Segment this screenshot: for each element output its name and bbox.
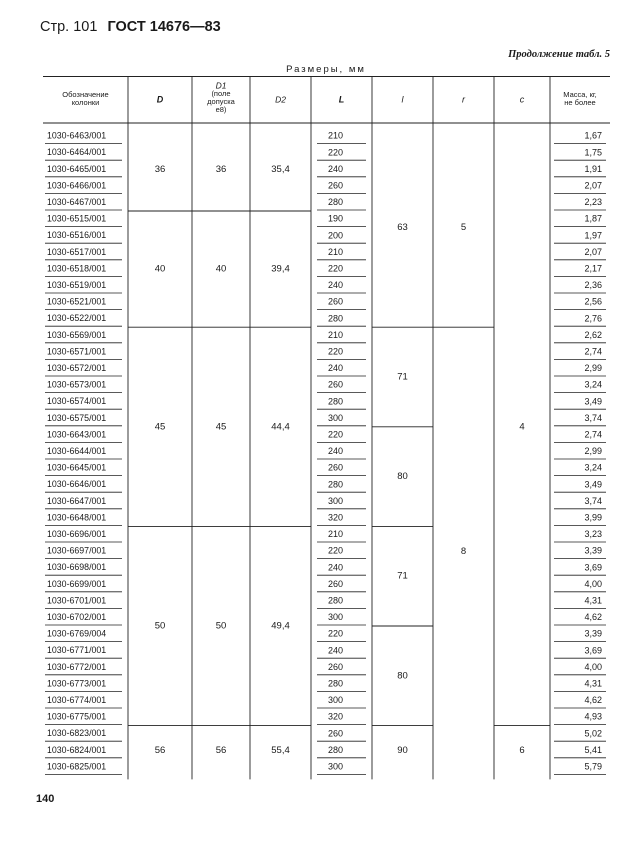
table-row-designation: 1030-6515/001	[47, 213, 107, 224]
table-row-designation: 1030-6648/001	[47, 512, 107, 523]
group-D1-value: 45	[215, 421, 227, 433]
header-D1-label: e8)	[215, 104, 227, 114]
table-row-designation: 1030-6771/001	[47, 645, 107, 656]
table-row-designation: 1030-6697/001	[47, 545, 107, 556]
group-l-value: 80	[397, 670, 408, 682]
table-row-designation: 1030-6569/001	[47, 329, 107, 340]
table-row-L: 220	[327, 147, 344, 158]
table-row-mass: 2,76	[584, 313, 602, 324]
table-caption: Размеры, мм	[286, 64, 366, 75]
table-row-L: 220	[327, 263, 344, 274]
table-row-mass: 4,93	[584, 711, 602, 722]
table-row-mass: 3,69	[584, 562, 602, 573]
table-row-designation: 1030-6571/001	[47, 346, 107, 357]
table-row-mass: 3,24	[584, 462, 602, 473]
table-row-mass: 3,39	[584, 628, 602, 639]
table-row-mass: 2,74	[584, 346, 602, 357]
table-row-designation: 1030-6699/001	[47, 578, 107, 589]
table-row-mass: 5,02	[584, 728, 602, 739]
table-row-mass: 3,39	[584, 545, 602, 556]
table-row-designation: 1030-6521/001	[47, 296, 107, 307]
table-row-designation: 1030-6772/001	[47, 661, 107, 672]
table-row-L: 240	[327, 446, 344, 457]
table-row-designation: 1030-6464/001	[47, 147, 107, 158]
group-D2-value: 39,4	[271, 263, 290, 275]
table-row-L: 210	[327, 130, 344, 141]
table-row-mass: 1,87	[584, 213, 602, 224]
table-row-designation: 1030-6572/001	[47, 363, 107, 374]
table-row-L: 300	[327, 412, 344, 423]
table-row-designation: 1030-6463/001	[47, 130, 107, 141]
group-D-value: 50	[154, 620, 166, 632]
table-row-designation: 1030-6644/001	[47, 446, 107, 457]
group-l-value: 71	[397, 371, 408, 383]
table-row-L: 300	[327, 761, 344, 772]
table-row-L: 260	[327, 180, 344, 191]
table-row-designation: 1030-6574/001	[47, 396, 107, 407]
group-D2-value: 55,4	[271, 745, 290, 757]
table-row-designation: 1030-6465/001	[47, 163, 107, 174]
table-row-designation: 1030-6645/001	[47, 462, 107, 473]
group-D1-value: 50	[215, 620, 227, 632]
table-row-designation: 1030-6516/001	[47, 230, 107, 241]
table-row-L: 260	[327, 728, 344, 739]
table-row-L: 240	[327, 280, 344, 291]
header-c-label: c	[519, 94, 525, 105]
table-row-L: 260	[327, 296, 344, 307]
table-row-L: 200	[327, 230, 344, 241]
table-row-designation: 1030-6466/001	[47, 180, 107, 191]
table-row-mass: 4,00	[584, 578, 602, 589]
standard-number: ГОСТ 14676—83	[107, 19, 221, 35]
table-row-mass: 2,07	[584, 180, 602, 191]
table-row-mass: 3,23	[584, 529, 602, 540]
table-row-L: 280	[327, 396, 344, 407]
table-row-L: 260	[327, 661, 344, 672]
group-r-value: 8	[460, 545, 467, 557]
group-l-value: 90	[397, 745, 408, 757]
table-row-designation: 1030-6467/001	[47, 197, 107, 208]
table-row-mass: 1,67	[584, 130, 602, 141]
table-row-mass: 3,74	[584, 495, 602, 506]
table-row-mass: 2,17	[584, 263, 602, 274]
table-row-L: 280	[327, 197, 344, 208]
group-D1-value: 56	[215, 745, 227, 757]
group-l-value: 80	[397, 471, 408, 483]
group-D1-value: 36	[215, 164, 227, 176]
table-row-L: 240	[327, 645, 344, 656]
table-row-L: 280	[327, 595, 344, 606]
group-D-value: 45	[154, 421, 166, 433]
table-row-mass: 2,07	[584, 246, 602, 257]
table-row-mass: 1,75	[584, 147, 602, 158]
table-row-L: 220	[327, 429, 344, 440]
table-row-mass: 4,62	[584, 695, 602, 706]
header-designation-label: Обозначение	[62, 89, 109, 99]
header-mass-label: не более	[564, 97, 596, 107]
table-row-designation: 1030-6698/001	[47, 562, 107, 573]
table-row-L: 300	[327, 495, 344, 506]
table-row-mass: 5,79	[584, 761, 602, 772]
table-row-mass: 3,99	[584, 512, 602, 523]
table-row-designation: 1030-6517/001	[47, 246, 107, 257]
table-row-designation: 1030-6773/001	[47, 678, 107, 689]
table-row-mass: 2,62	[584, 329, 602, 340]
header-mass-label: Масса, кг,	[563, 89, 597, 99]
group-r-value: 5	[460, 222, 467, 234]
table-row-designation: 1030-6701/001	[47, 595, 107, 606]
group-c-value: 4	[519, 421, 525, 433]
header-D1-label: D1	[215, 80, 227, 91]
table-row-designation: 1030-6647/001	[47, 495, 107, 506]
header-designation-label: колонки	[71, 97, 100, 107]
table-row-L: 260	[327, 379, 344, 390]
table-row-mass: 2,99	[584, 363, 602, 374]
table-row-mass: 2,56	[584, 296, 602, 307]
page-number: 140	[36, 793, 55, 805]
table-row-mass: 4,00	[584, 661, 602, 672]
table-row-designation: 1030-6573/001	[47, 379, 107, 390]
table-row-designation: 1030-6769/004	[47, 628, 107, 639]
table-row-mass: 4,62	[584, 612, 602, 623]
table-row-mass: 3,49	[584, 396, 602, 407]
table-row-mass: 2,74	[584, 429, 602, 440]
table-row-L: 300	[327, 612, 344, 623]
group-D1-value: 40	[215, 263, 227, 275]
table-row-mass: 3,49	[584, 479, 602, 490]
table-row-L: 190	[327, 213, 344, 224]
table-row-mass: 1,97	[584, 230, 602, 241]
table-row-designation: 1030-6702/001	[47, 612, 107, 623]
table-row-mass: 3,24	[584, 379, 602, 390]
table-row-L: 260	[327, 578, 344, 589]
table-row-L: 280	[327, 744, 344, 755]
table-row-designation: 1030-6519/001	[47, 280, 107, 291]
header-l-label: l	[401, 94, 404, 105]
table-row-L: 210	[327, 329, 344, 340]
table-row-L: 240	[327, 163, 344, 174]
group-D-value: 40	[154, 263, 166, 275]
group-D2-value: 44,4	[271, 421, 290, 433]
table-row-mass: 5,41	[584, 744, 602, 755]
table-row-mass: 3,74	[584, 412, 602, 423]
table-row-L: 280	[327, 678, 344, 689]
header-D2-label: D2	[275, 94, 286, 105]
group-D2-value: 49,4	[271, 620, 290, 632]
header-L-label: L	[338, 94, 345, 105]
table-row-mass: 4,31	[584, 595, 602, 606]
table-row-mass: 4,31	[584, 678, 602, 689]
table-row-L: 320	[327, 711, 344, 722]
table-row-designation: 1030-6643/001	[47, 429, 107, 440]
table-row-designation: 1030-6823/001	[47, 728, 107, 739]
header-D-label: D	[156, 94, 164, 105]
table-row-L: 260	[327, 462, 344, 473]
table-row-designation: 1030-6575/001	[47, 412, 107, 423]
group-l-value: 63	[397, 222, 408, 234]
table-row-designation: 1030-6775/001	[47, 711, 107, 722]
header-D1-label: допуска	[207, 96, 235, 106]
table-row-L: 320	[327, 512, 344, 523]
table-row-mass: 1,91	[584, 163, 602, 174]
header-r-label: r	[462, 94, 465, 105]
table-row-designation: 1030-6518/001	[47, 263, 107, 274]
table-row-designation: 1030-6646/001	[47, 479, 107, 490]
table-row-designation: 1030-6696/001	[47, 529, 107, 540]
table-row-designation: 1030-6825/001	[47, 761, 107, 772]
group-l-value: 71	[397, 570, 408, 582]
table-row-L: 300	[327, 695, 344, 706]
table-row-designation: 1030-6522/001	[47, 313, 107, 324]
table-row-mass: 2,36	[584, 280, 602, 291]
table-row-designation: 1030-6774/001	[47, 695, 107, 706]
group-c-value: 6	[519, 745, 525, 757]
group-D-value: 36	[154, 164, 166, 176]
table-row-L: 220	[327, 545, 344, 556]
page-reference: Стр. 101	[40, 19, 98, 35]
table-row-L: 280	[327, 313, 344, 324]
table-row-L: 240	[327, 562, 344, 573]
group-D2-value: 35,4	[271, 164, 290, 176]
table-row-L: 210	[327, 529, 344, 540]
table-row-L: 220	[327, 346, 344, 357]
table-row-mass: 2,23	[584, 197, 602, 208]
table-row-L: 240	[327, 363, 344, 374]
continuation-note: Продолжение табл. 5	[508, 49, 610, 60]
table-row-mass: 2,99	[584, 446, 602, 457]
table-row-L: 210	[327, 246, 344, 257]
table-row-L: 220	[327, 628, 344, 639]
group-D-value: 56	[154, 745, 166, 757]
table-row-designation: 1030-6824/001	[47, 744, 107, 755]
header-D1-label: (поле	[211, 88, 231, 98]
table-row-mass: 3,69	[584, 645, 602, 656]
table-row-L: 280	[327, 479, 344, 490]
